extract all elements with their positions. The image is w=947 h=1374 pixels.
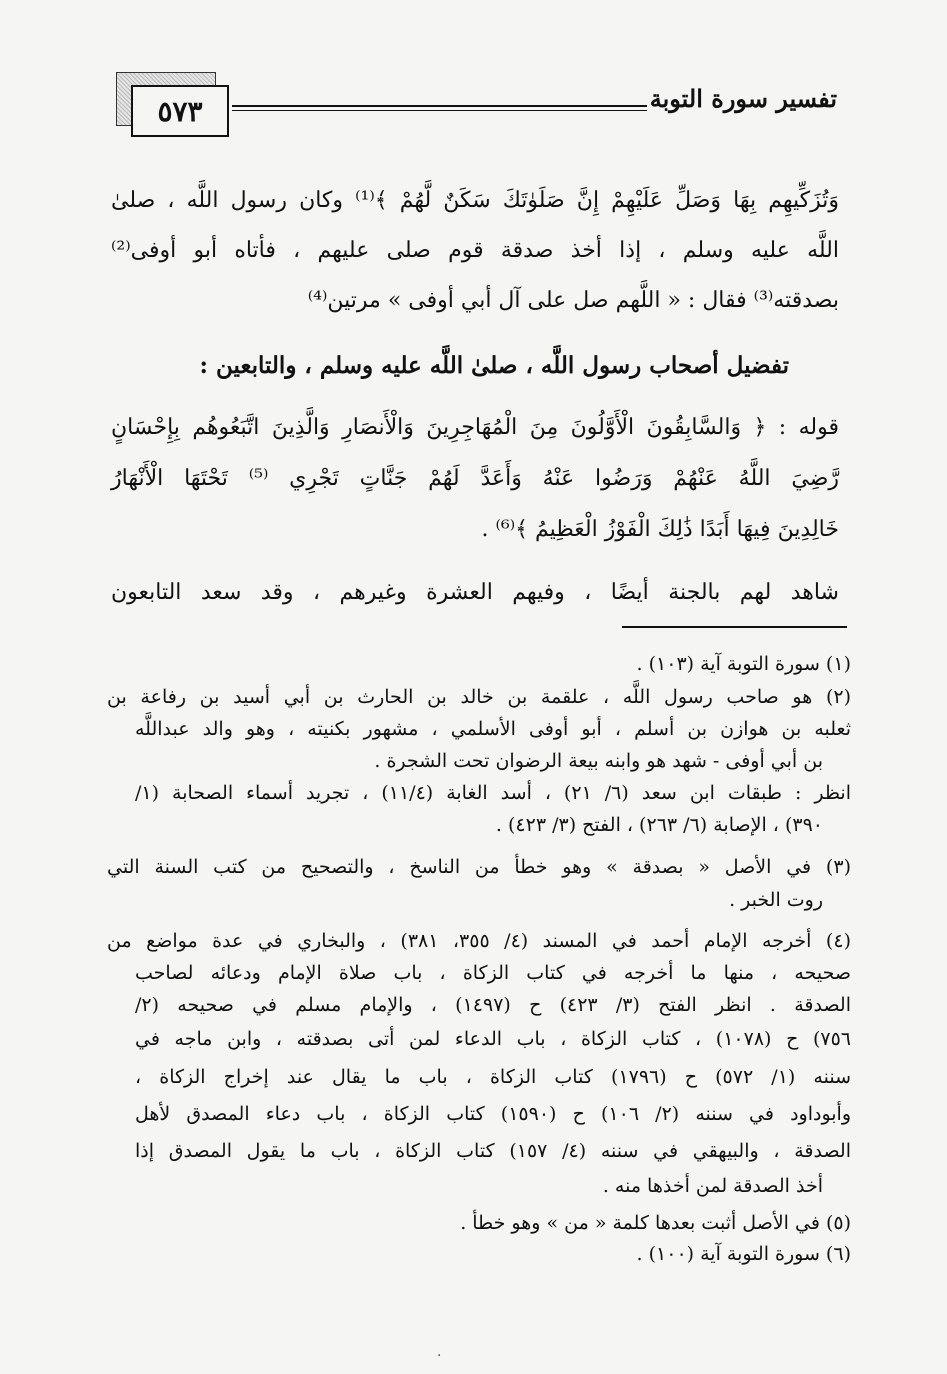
footnote-line: (٤) أخرجه الإمام أحمد في المسند (٤/ ٣٥٥، ٣٨١) ، والبخاري في عدة مواضع من xyxy=(107,930,851,952)
body-line-4: قوله : ﴿ وَالسَّابِقُونَ الْأَوَّلُونَ مِنَ الْمُهَاجِرِينَ وَالْأَنصَارِ وَالَّذِينَ اتَّبَعُوهُم بِإِحْسَانٍ xyxy=(111,415,839,440)
footnote-line: صحيحه ، منها ما أخرجه في كتاب الزكاة ، باب صلاة الإمام ودعائه لصاحب xyxy=(135,962,851,984)
footnote-line: ثعلبه بن هوازن بن أسلم ، أبو أوفى الأسلمي ، مشهور بكنيته ، وهو والد عبداللَّه xyxy=(135,718,851,740)
scan-speck: · xyxy=(437,1348,442,1364)
footnote-line: أخذ الصدقة لمن أخذها منه . xyxy=(602,1175,823,1197)
footnote-separator xyxy=(622,626,847,628)
body-line-1: وَتُزَكِّيهِم بِهَا وَصَلِّ عَلَيْهِمْ إِنَّ صَلَوٰتَكَ سَكَنٌ لَّهُمْ ﴾⁽¹⁾ وكان رسول اللَّه ، صلىٰ xyxy=(111,188,839,213)
footnote-line: بن أبي أوفى - شهد هو وابنه بيعة الرضوان تحت الشجرة . xyxy=(374,750,823,772)
footnote-line: الصدقة . انظر الفتح (٣/ ٤٢٣) ح (١٤٩٧) ، والإمام مسلم في صحيحه (٢/ xyxy=(135,994,851,1016)
footnote-line: (٦) سورة التوبة آية (١٠٠) . xyxy=(636,1243,851,1265)
header-rule-thin xyxy=(232,110,647,111)
footnote-line: ٣٩٠) ، الإصابة (٦/ ٢٦٣) ، الفتح (٣/ ٤٢٣) . xyxy=(495,814,823,836)
footnote-line: (٣) في الأصل « بصدقة » وهو خطأ من الناسخ ، والتصحيح من كتب السنة التي xyxy=(107,856,851,878)
footnote-line: (١) سورة التوبة آية (١٠٣) . xyxy=(636,653,851,675)
footnote-line: (٢) هو صاحب رسول اللَّه ، علقمة بن خالد بن الحارث بن أبي أسيد بن رفاعة بن xyxy=(107,686,851,708)
body-line-2: اللَّه عليه وسلم ، إذا أخذ صدقة قوم صلى عليهم ، فأتاه أبو أوفى⁽²⁾ xyxy=(111,238,839,263)
footnote-line: ٧٥٦) ح (١٠٧٨) ، كتاب الزكاة ، باب الدعاء لمن أتى بصدقته ، وابن ماجه في xyxy=(135,1028,851,1050)
footnote-line: وأبوداود في سننه (٢/ ١٠٦) ح (١٥٩٠) كتاب الزكاة ، باب دعاء المصدق لأهل xyxy=(135,1103,852,1125)
body-line-5: رَّضِيَ اللَّهُ عَنْهُمْ وَرَضُوا عَنْهُ وَأَعَدَّ لَهُمْ جَنَّاتٍ تَجْرِي ⁽⁵⁾ تَحْتَهَا الْأَنْهَارُ xyxy=(111,466,840,491)
body-line-3: بصدقته⁽³⁾ فقال : « اللَّهم صل على آل أبي أوفى » مرتين⁽⁴⁾ xyxy=(307,288,839,313)
page-number: ٥٧٣ xyxy=(131,85,229,137)
section-heading: تفضيل أصحاب رسول اللَّه ، صلىٰ اللَّه عليه وسلم ، والتابعين : xyxy=(199,352,789,379)
footnote-line: (٥) في الأصل أثبت بعدها كلمة « من » وهو خطأ . xyxy=(460,1212,851,1234)
body-line-7: شاهد لهم بالجنة أيضًا ، وفيهم العشرة وغيرهم ، وقد سعد التابعون xyxy=(111,580,839,605)
body-line-6: خَالِدِينَ فِيهَا أَبَدًا ذَٰلِكَ الْفَوْزُ الْعَظِيمُ ﴾⁽⁶⁾ . xyxy=(481,517,839,542)
footnote-line: سننه (١/ ٥٧٢) ح (١٧٩٦) كتاب الزكاة ، باب ما يقال عند إخراج الزكاة ، xyxy=(135,1066,851,1088)
header-rule xyxy=(232,105,647,107)
footnote-line: انظر : طبقات ابن سعد (٦/ ٢١) ، أسد الغابة (١١/٤) ، تجريد أسماء الصحابة (١/ xyxy=(135,782,851,804)
footnote-line: الصدقة ، والبيهقي في سننه (٤/ ١٥٧) كتاب الزكاة ، باب ما يقول المصدق إذا xyxy=(135,1140,851,1162)
footnote-line: روت الخبر . xyxy=(729,889,823,911)
running-header-title: تفسير سورة التوبة xyxy=(649,84,837,113)
